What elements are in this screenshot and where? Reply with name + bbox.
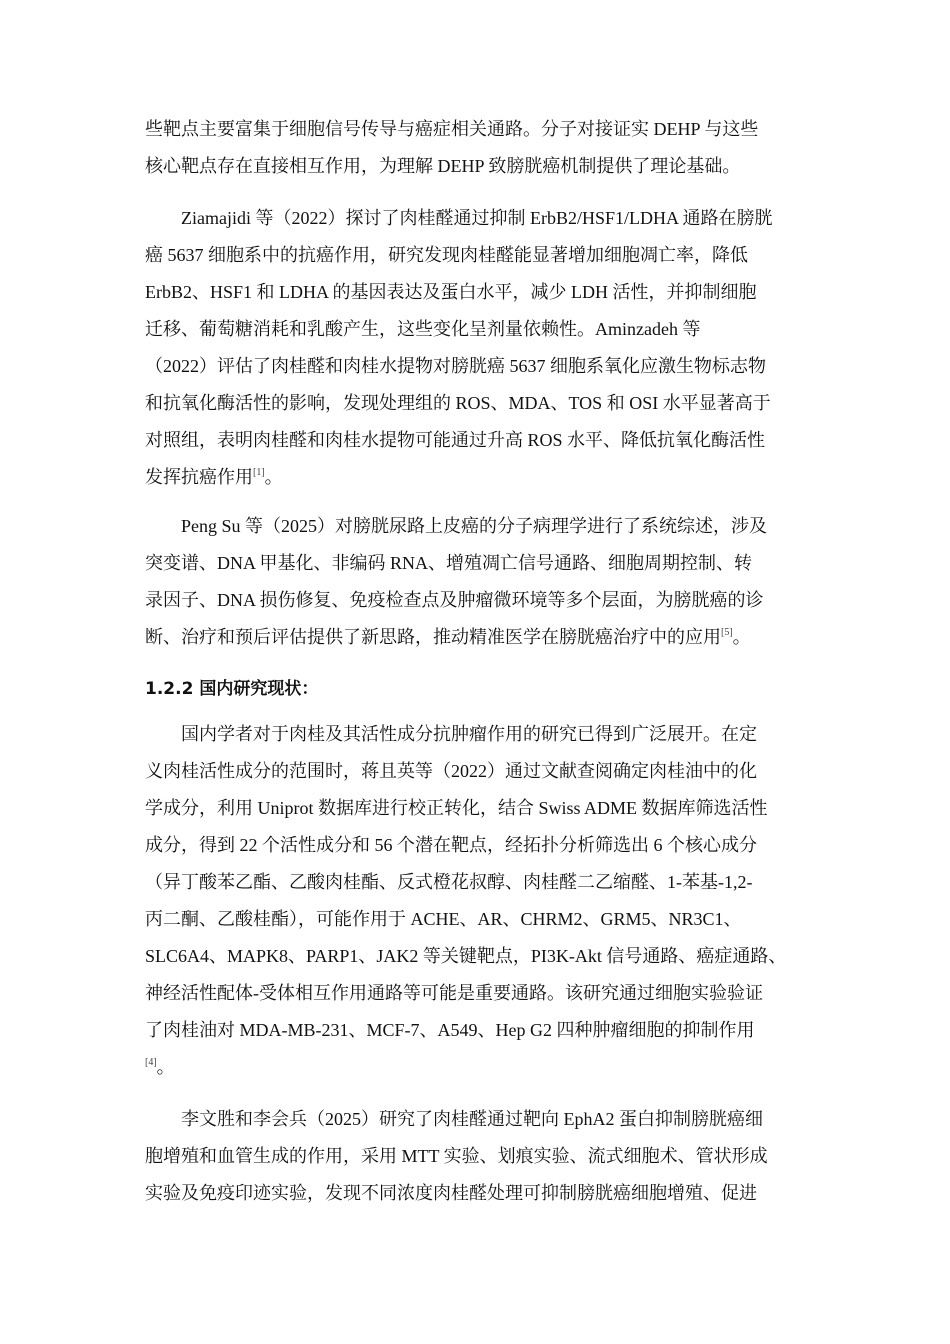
text-line-last [145, 625, 751, 649]
text-line: 癌 5637 细胞系中的抗癌作用，研究发现肉桂醛能显著增加细胞凋亡率，降低 [145, 245, 748, 265]
text-line: Ziamajidi 等（2022）探讨了肉桂醛通过抑制 ErbB2/HSF1/LDHA 通路在膀胱 [181, 208, 773, 228]
line-tail: 。 [264, 467, 283, 487]
citation-ref[interactable]: [4] [145, 1057, 157, 1068]
text-line: 李文胜和李会兵（2025）研究了肉桂醛通过靶向 EphA2 蛋白抑制膀胱癌细 [181, 1109, 763, 1129]
text-line: （异丁酸苯乙酯、乙酸肉桂酯、反式橙花叔醇、肉桂醛二乙缩醛、1-苯基-1,2- [145, 872, 753, 892]
citation-ref[interactable]: [5] [721, 627, 733, 638]
text-line: 和抗氧化酶活性的影响，发现处理组的 ROS、MDA、TOS 和 OSI 水平显著高于 [145, 393, 771, 413]
text-line: Peng Su 等（2025）对膀胱尿路上皮癌的分子病理学进行了系统综述，涉及 [181, 516, 768, 536]
text-line-last [145, 1055, 175, 1079]
text-line: 神经活性配体-受体相互作用通路等可能是重要通路。该研究通过细胞实验验证 [145, 983, 763, 1003]
citation-ref[interactable]: [1] [253, 467, 265, 478]
text-line: 成分，得到 22 个活性成分和 56 个潜在靶点，经拓扑分析筛选出 6 个核心成分 [145, 835, 757, 855]
text-line: 实验及免疫印迹实验，发现不同浓度肉桂醛处理可抑制膀胱癌细胞增殖、促进 [145, 1183, 757, 1203]
text-line: SLC6A4、MAPK8、PARP1、JAK2 等关键靶点，PI3K-Akt 信号通路、癌症通路、 [145, 946, 787, 966]
text-line: 义肉桂活性成分的范围时，蒋且英等（2022）通过文献查阅确定肉桂油中的化 [145, 761, 757, 781]
line-text: 发挥抗癌作用 [145, 467, 253, 487]
text-line: 突变谱、DNA 甲基化、非编码 RNA、增殖凋亡信号通路、细胞周期控制、转 [145, 553, 753, 573]
text-line: 了肉桂油对 MDA-MB-231、MCF-7、A549、Hep G2 四种肿瘤细胞的抑制作用 [145, 1020, 755, 1040]
text-line: 核心靶点存在直接相互作用，为理解 DEHP 致膀胱癌机制提供了理论基础。 [145, 156, 741, 176]
text-line-last [145, 465, 283, 489]
text-line: 录因子、DNA 损伤修复、免疫检查点及肿瘤微环境等多个层面，为膀胱癌的诊 [145, 590, 764, 610]
line-tail: 。 [156, 1057, 175, 1077]
line-text: 断、治疗和预后评估提供了新思路，推动精准医学在膀胱癌治疗中的应用 [145, 627, 721, 647]
text-line: 学成分，利用 Uniprot 数据库进行校正转化，结合 Swiss ADME 数据库筛选活性 [145, 798, 768, 818]
text-line: 丙二酮、乙酸桂酯），可能作用于 ACHE、AR、CHRM2、GRM5、NR3C1、 [145, 909, 742, 929]
text-line: 些靶点主要富集于细胞信号传导与癌症相关通路。分子对接证实 DEHP 与这些 [145, 119, 759, 139]
text-line: ErbB2、HSF1 和 LDHA 的基因表达及蛋白水平，减少 LDH 活性，并抑制细胞 [145, 282, 757, 302]
text-line: 迁移、葡萄糖消耗和乳酸产生，这些变化呈剂量依赖性。Aminzadeh 等 [145, 319, 701, 339]
text-line: （2022）评估了肉桂醛和肉桂水提物对膀胱癌 5637 细胞系氧化应激生物标志物 [145, 356, 766, 376]
text-line: 胞增殖和血管生成的作用，采用 MTT 实验、划痕实验、流式细胞术、管状形成 [145, 1146, 768, 1166]
text-line: 国内学者对于肉桂及其活性成分抗肿瘤作用的研究已得到广泛展开。在定 [181, 724, 757, 744]
section-heading: 1.2.2 国内研究现状： [145, 679, 319, 699]
line-tail: 。 [732, 627, 751, 647]
text-line: 对照组，表明肉桂醛和肉桂水提物可能通过升高 ROS 水平、降低抗氧化酶活性 [145, 430, 766, 450]
